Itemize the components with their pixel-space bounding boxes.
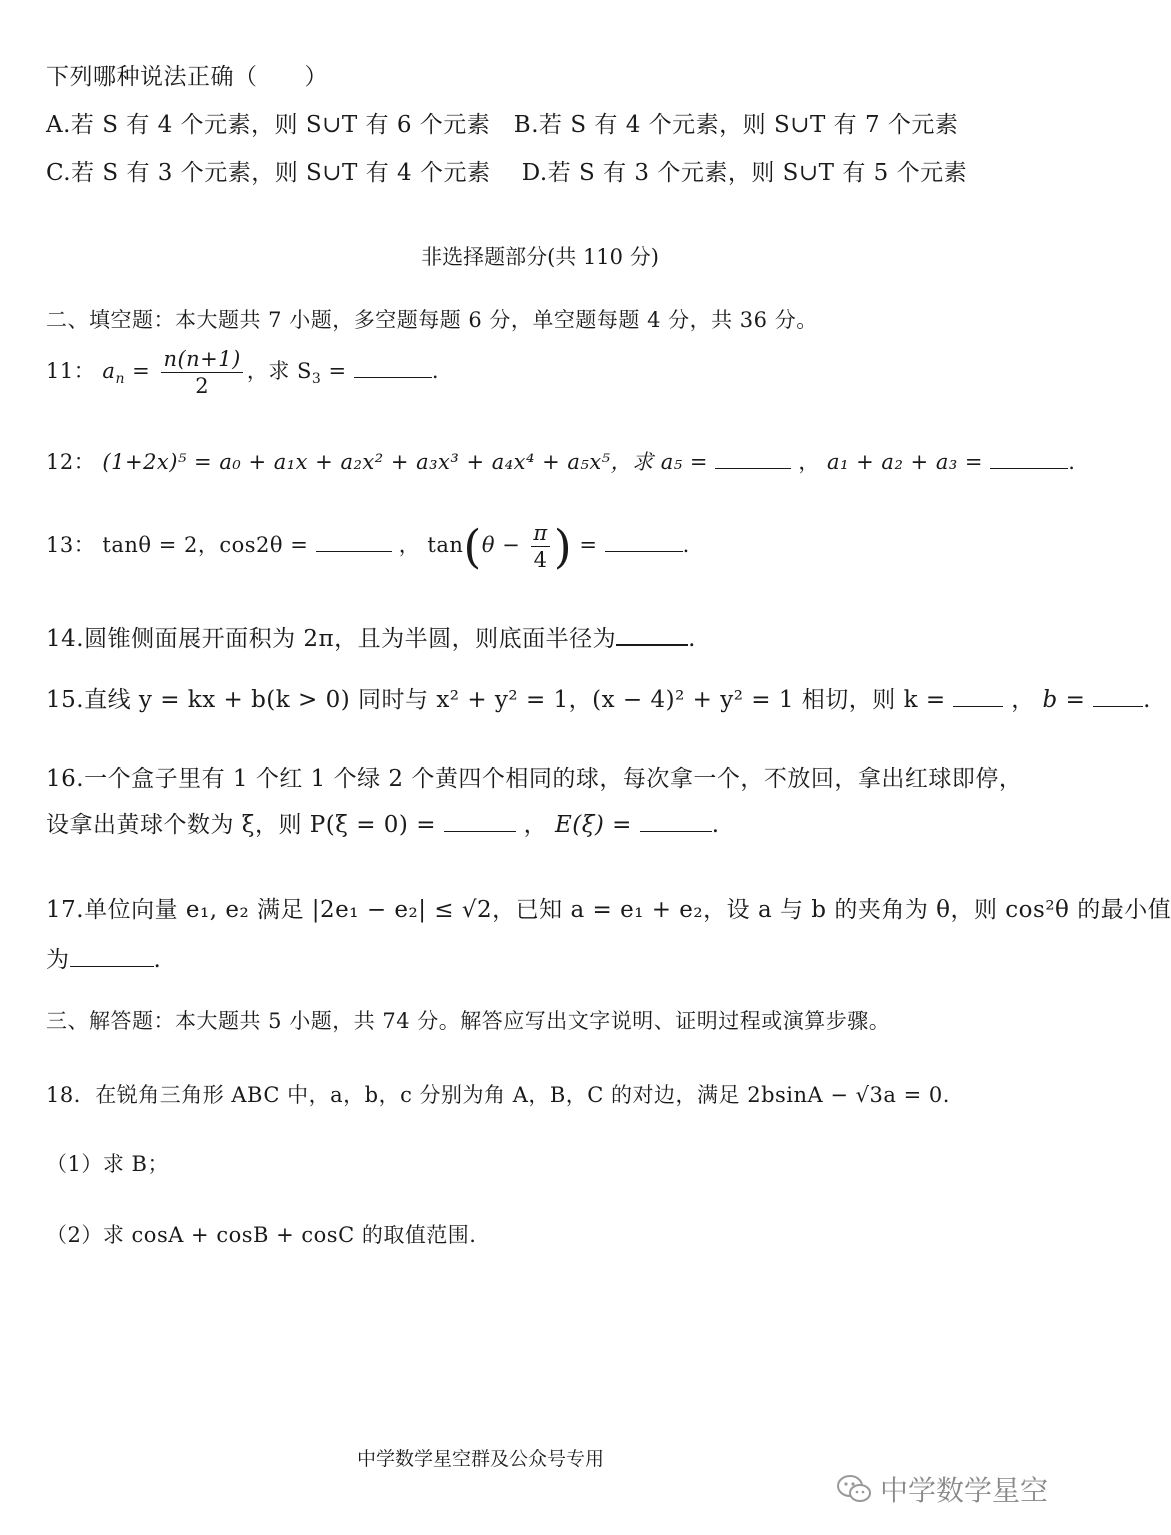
- options-row-1: A.若 S 有 4 个元素，则 S∪T 有 6 个元素 B.若 S 有 4 个元素，则 S∪T 有 7 个元素: [46, 112, 959, 138]
- question-12: [46, 446, 1075, 476]
- question-18: 18．在锐角三角形 ABC 中，a，b，c 分别为角 A，B，C 的对边，满足 2bsinA − √3a = 0.: [46, 1083, 950, 1107]
- q13-tan: tan: [427, 533, 464, 557]
- question-18-part-2: （2）求 cosA + cosB + cosC 的取值范围.: [46, 1223, 477, 1247]
- question-16-line-2: [46, 806, 720, 839]
- watermark-text: 中学数学星空: [880, 1474, 1049, 1507]
- answer-blank-16a[interactable]: [444, 810, 516, 832]
- question-18-part-1: （1）求 B；: [46, 1152, 169, 1176]
- q12-sep: ，: [798, 450, 820, 474]
- q16-e: E(ξ) =: [554, 812, 632, 838]
- answer-blank-11[interactable]: [354, 358, 432, 378]
- answer-blank-12a[interactable]: [715, 449, 791, 469]
- q11-label: 11：: [46, 359, 96, 383]
- question-17-line-1: 17.单位向量 e₁, e₂ 满足 |2e₁ − e₂| ≤ √2，已知 a = e₁ + e₂，设 a 与 b 的夹角为 θ，则 cos²θ 的最小值: [46, 897, 1171, 923]
- answer-blank-16b[interactable]: [640, 810, 712, 832]
- question-prompt: 下列哪种说法正确（ ）: [46, 64, 328, 90]
- q13-equals: =: [579, 533, 598, 557]
- options-row-2: C.若 S 有 3 个元素，则 S∪T 有 4 个元素 D.若 S 有 3 个元素，则 S∪T 有 5 个元素: [46, 160, 968, 186]
- q13-sep: ，: [398, 533, 421, 557]
- part2-header: 二、填空题：本大题共 7 小题，多空题每题 6 分，单空题每题 4 分，共 36 分。: [46, 308, 818, 332]
- answer-blank-15a[interactable]: [953, 685, 1003, 707]
- q14-text: 14.圆锥侧面展开面积为 2π，且为半圆，则底面半径为: [46, 626, 617, 652]
- q11-equals: =: [328, 359, 347, 383]
- wechat-icon: [836, 1474, 872, 1504]
- q17-text: 为: [46, 947, 70, 973]
- question-16-line-1: 16.一个盒子里有 1 个红 1 个绿 2 个黄四个相同的球，每次拿一个，不放回，拿出红球即停，: [46, 766, 1023, 792]
- q13-label: 13：: [46, 533, 96, 557]
- question-13: 13： tanθ = 2，cos2θ = ， tan(θ − $\frac{\pi}{4}$ ) = .: [46, 519, 690, 574]
- q12-text: (1+2x)⁵ = a₀ + a₁x + a₂x² + a₃x³ + a₄x⁴ + a₅x⁵，求 a₅ =: [102, 450, 708, 474]
- question-15: [46, 681, 1151, 714]
- answer-blank-13b[interactable]: [605, 532, 683, 552]
- answer-blank-15b[interactable]: [1093, 685, 1143, 707]
- section-title: 非选择题部分(共 110 分): [421, 245, 659, 269]
- question-11: 11： $a_n$ = $\frac{n(n+1)}{2}$ ，求 $S_3$ = .: [46, 347, 439, 398]
- q13-pi: π: [533, 521, 548, 545]
- q11-denominator: 2: [195, 374, 210, 398]
- question-14: [46, 620, 696, 653]
- q15-end: .: [1143, 687, 1151, 713]
- q12-text2: a₁ + a₂ + a₃ =: [827, 450, 984, 474]
- footer-note: 中学数学星空群及公众号专用: [357, 1448, 605, 1470]
- part3-header: 三、解答题：本大题共 5 小题，共 74 分。解答应写出文字说明、证明过程或演算步骤。: [46, 1009, 891, 1033]
- q14-end: .: [688, 626, 696, 652]
- q11-ask: ，求 S: [246, 359, 312, 383]
- q13-fraction: [531, 520, 549, 573]
- q15-sep: ，: [1011, 687, 1035, 713]
- q11-end: .: [431, 359, 439, 383]
- q16-sep: ，: [523, 812, 548, 838]
- q13-four: 4: [533, 548, 548, 572]
- q12-label: 12：: [46, 450, 96, 474]
- q17-end: .: [153, 947, 162, 973]
- q11-sub: n: [115, 371, 125, 388]
- q13-text: tanθ = 2，cos2θ =: [102, 533, 309, 557]
- watermark: [836, 1469, 1048, 1509]
- q11-numerator: n(n+1): [163, 347, 241, 371]
- answer-blank-17[interactable]: [70, 945, 154, 967]
- q16-text: 设拿出黄球个数为 ξ，则 P(ξ = 0) =: [46, 812, 436, 838]
- q13-theta: θ −: [481, 533, 521, 557]
- question-17-line-2: [46, 941, 161, 974]
- answer-blank-13a[interactable]: [316, 532, 392, 552]
- answer-blank-12b[interactable]: [990, 449, 1068, 469]
- q15-text: 15.直线 y = kx + b(k > 0) 同时与 x² + y² = 1，(x − 4)² + y² = 1 相切，则 k =: [46, 687, 946, 713]
- q15-b: b =: [1042, 687, 1086, 713]
- q11-ask-sub: 3: [311, 371, 322, 388]
- q11-lhs: a: [102, 359, 116, 383]
- q12-end: .: [1068, 450, 1076, 474]
- q16-end: .: [711, 812, 720, 838]
- answer-blank-14[interactable]: [616, 623, 688, 646]
- q13-end: .: [682, 533, 690, 557]
- q11-fraction: [161, 346, 242, 399]
